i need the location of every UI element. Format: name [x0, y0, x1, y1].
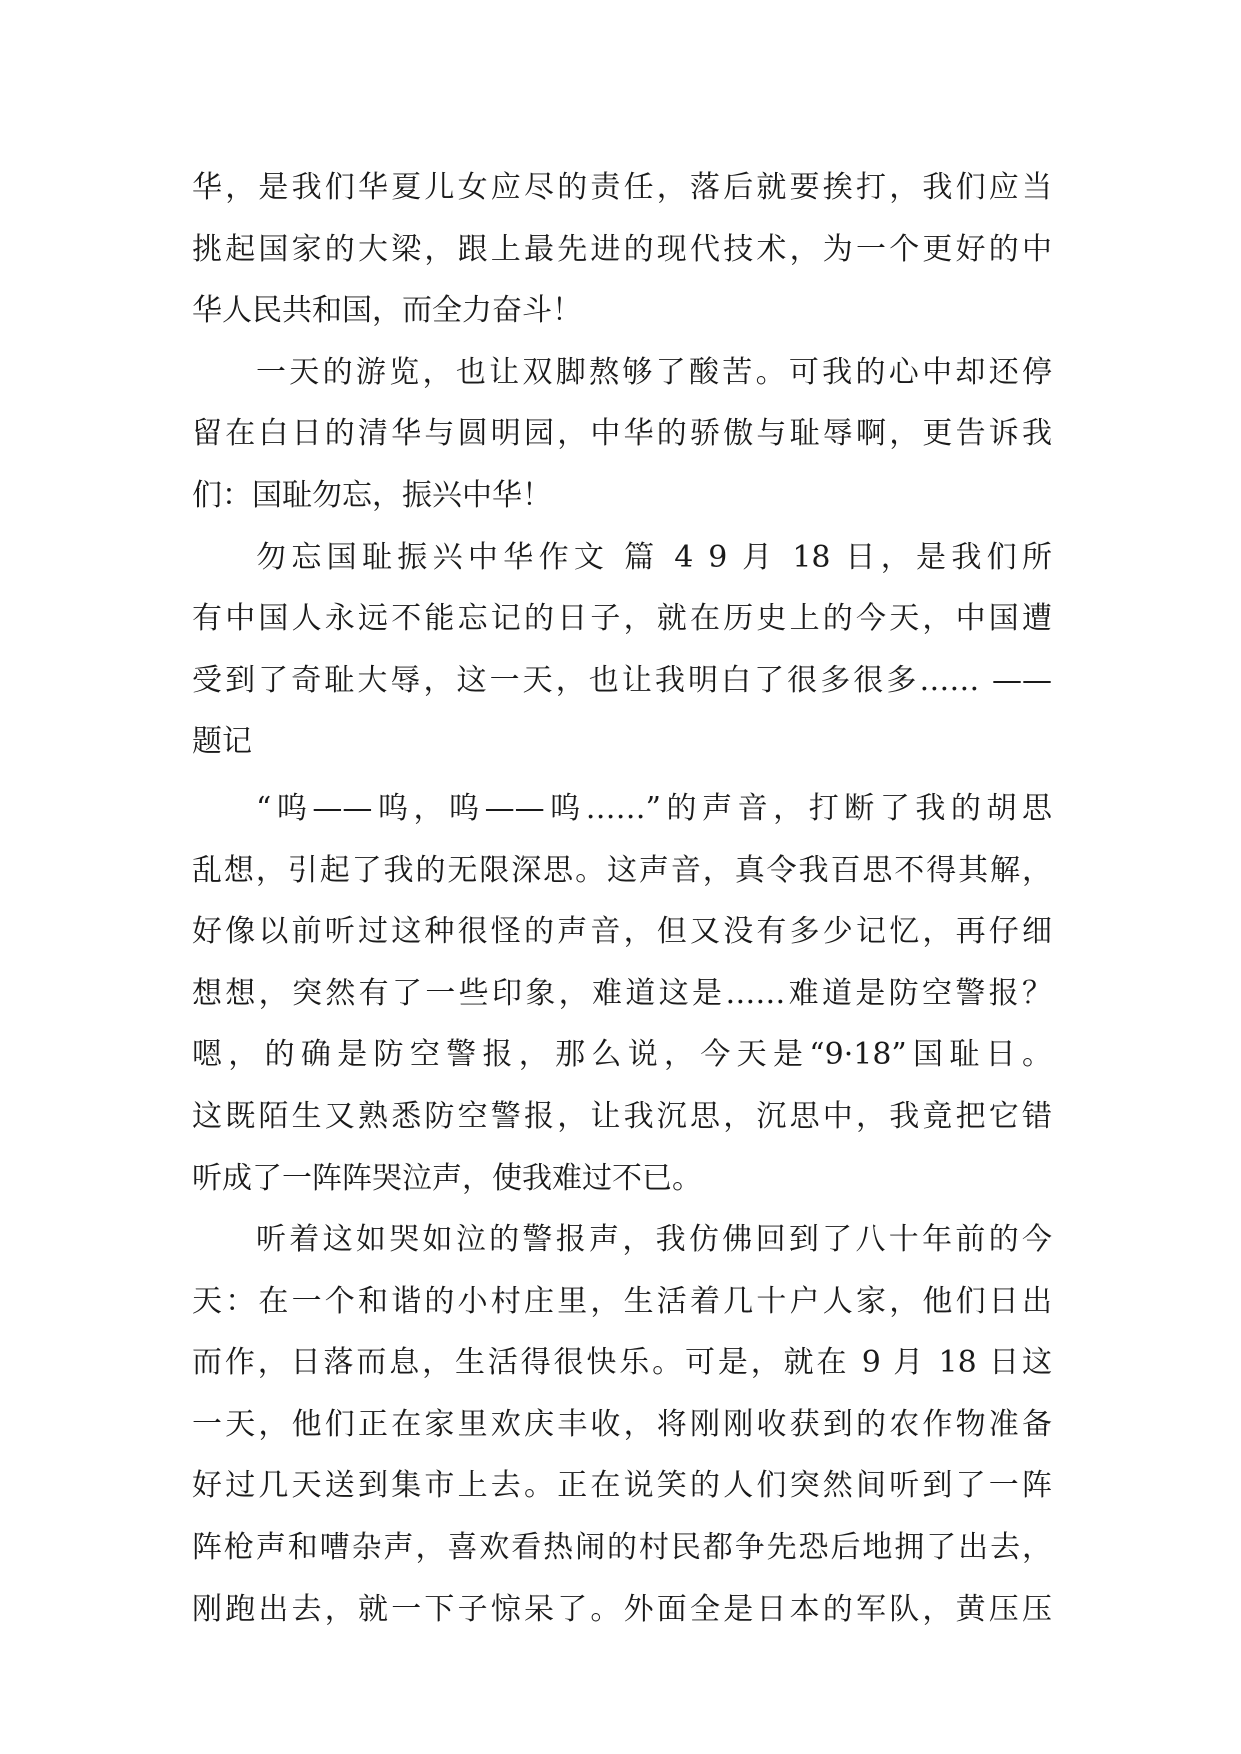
- section-heading-line: 勿忘国耻振兴中华作文 篇 4 9 月 18 日，是我们所: [256, 539, 1052, 575]
- text-line: 一天的游览，也让双脚熬够了酸苦。可我的心中却还停: [256, 354, 1052, 390]
- text-line: 听着这如哭如泣的警报声，我仿佛回到了八十年前的今: [256, 1222, 1052, 1258]
- text-line: 华人民共和国，而全力奋斗！: [192, 293, 582, 329]
- text-line: 有中国人永远不能忘记的日子，就在历史上的今天，中国遭: [192, 601, 1052, 637]
- text-line: 刚跑出去，就一下子惊呆了。外面全是日本的军队，黄压压: [192, 1591, 1052, 1627]
- text-line: 乱想，引起了我的无限深思。这声音，真令我百思不得其解，: [192, 852, 1052, 888]
- text-line: 听成了一阵阵哭泣声，使我难过不已。: [192, 1160, 702, 1196]
- text-line: 题记: [192, 724, 252, 760]
- text-line: 一天，他们正在家里欢庆丰收，将刚刚收获到的农作物准备: [192, 1406, 1052, 1442]
- essay-body: [192, 157, 1052, 1640]
- text-line: “呜——呜，呜——呜……”的声音，打断了我的胡思: [256, 790, 1052, 826]
- text-line: 好过几天送到集市上去。正在说笑的人们突然间听到了一阵: [192, 1468, 1052, 1504]
- text-line: 而作，日落而息，生活得很快乐。可是，就在 9 月 18 日这: [192, 1345, 1052, 1381]
- text-line: 好像以前听过这种很怪的声音，但又没有多少记忆，再仔细: [192, 914, 1052, 950]
- text-line: 们：国耻勿忘，振兴中华！: [192, 477, 552, 513]
- text-line: 这既陌生又熟悉防空警报，让我沉思，沉思中，我竟把它错: [192, 1098, 1052, 1134]
- text-line: 留在白日的清华与圆明园，中华的骄傲与耻辱啊，更告诉我: [192, 416, 1052, 452]
- text-line: 天：在一个和谐的小村庄里，生活着几十户人家，他们日出: [192, 1283, 1052, 1319]
- text-line: 挑起国家的大梁，跟上最先进的现代技术，为一个更好的中: [192, 231, 1052, 267]
- text-line: 想想，突然有了一些印象，难道这是……难道是防空警报？: [192, 975, 1052, 1011]
- text-line: 嗯，的确是防空警报，那么说，今天是“9·18”国耻日。: [192, 1037, 1052, 1073]
- text-line: 阵枪声和嘈杂声，喜欢看热闹的村民都争先恐后地拥了出去，: [192, 1530, 1052, 1566]
- text-line: 华，是我们华夏儿女应尽的责任，落后就要挨打，我们应当: [192, 170, 1052, 205]
- text-line: 受到了奇耻大辱，这一天，也让我明白了很多很多…… ——: [192, 662, 1052, 698]
